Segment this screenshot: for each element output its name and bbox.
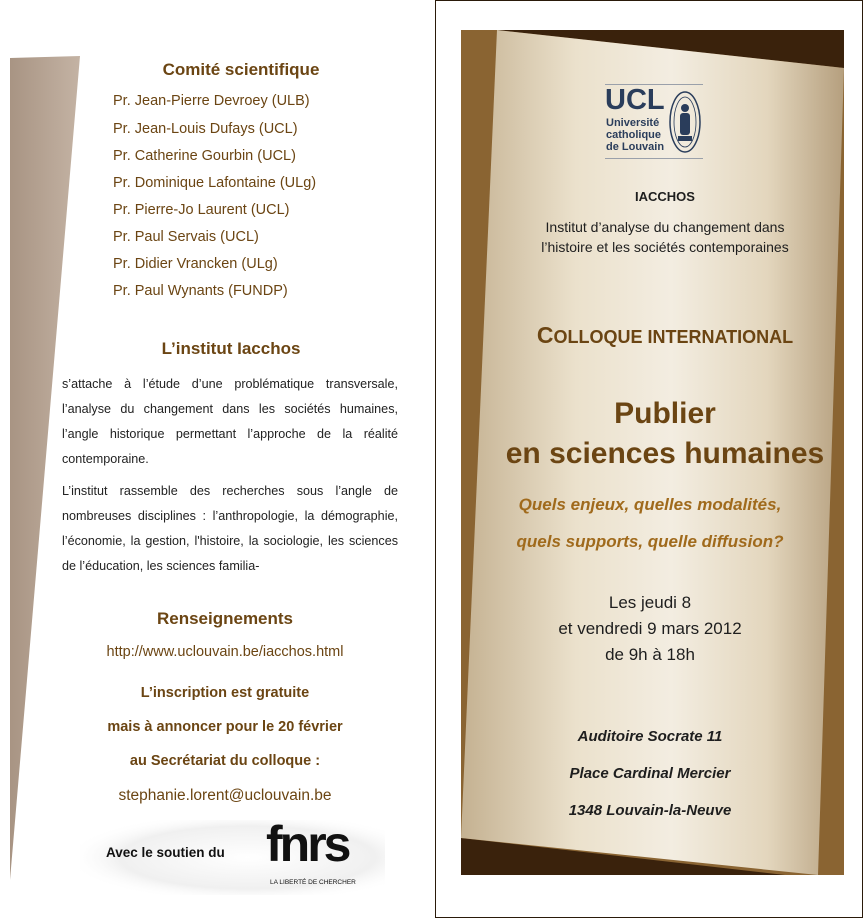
registration-line-1: L’inscription est gratuite: [140, 685, 310, 701]
date-line: Les jeudi 8: [608, 593, 692, 612]
subtitle-line: quels supports, quelle diffusion?: [516, 532, 784, 551]
info-url[interactable]: http://www.uclouvain.be/iacchos.html: [106, 644, 344, 660]
registration-line-3: au Secrétariat du colloque :: [129, 753, 321, 769]
list-item: Pr. Pierre-Jo Laurent (UCL): [113, 202, 290, 218]
list-item: Pr. Paul Servais (UCL): [113, 229, 259, 245]
venue-line: Place Cardinal Mercier: [569, 765, 731, 782]
list-item: Pr. Paul Wynants (FUNDP): [113, 283, 288, 299]
colloque-initial: C: [536, 322, 554, 348]
colloque-heading: [500, 322, 830, 349]
info-title: Renseignements: [156, 609, 294, 628]
event-venue: [500, 718, 800, 829]
title-line: Publier: [614, 397, 716, 430]
org-line: l’histoire et les sociétés contemporaines: [541, 239, 789, 255]
list-item: Pr. Didier Vrancken (ULg): [113, 256, 278, 272]
committee-list: [113, 92, 316, 309]
ucl-logo-text: UCL: [605, 84, 665, 116]
ucl-logo-subtitle: [606, 117, 664, 153]
subtitle-line: Quels enjeux, quelles modalités,: [518, 495, 782, 514]
org-line: Institut d’analyse du changement dans: [545, 219, 785, 235]
institute-title: L’institut Iacchos: [161, 339, 301, 358]
committee-title: Comité scientifique: [162, 60, 320, 79]
org-fullname: [500, 217, 830, 257]
main-title: [480, 394, 850, 474]
registration-line-2: mais à annoncer pour le 20 février: [107, 719, 343, 735]
venue-line: 1348 Louvain-la-Neuve: [568, 802, 732, 819]
subtitle: [480, 486, 820, 560]
logo-rule-bottom: [605, 158, 703, 159]
colloque-rest: OLLOQUE INTERNATIONAL: [553, 327, 794, 347]
venue-line: Auditoire Socrate 11: [577, 728, 723, 745]
list-item: Pr. Catherine Gourbin (UCL): [113, 148, 296, 164]
ucl-sub-line: de Louvain: [606, 141, 665, 153]
ucl-sub-line: Université: [606, 117, 660, 129]
list-item: Pr. Jean-Pierre Devroey (ULB): [113, 93, 310, 109]
date-line: et vendredi 9 mars 2012: [558, 619, 742, 638]
title-line: en sciences humaines: [505, 437, 825, 470]
ucl-seal-icon: [667, 86, 703, 156]
ucl-sub-line: catholique: [606, 129, 662, 141]
list-item: Pr. Dominique Lafontaine (ULg): [113, 175, 317, 191]
institute-paragraph-1: s’attache à l’étude d’une problématique transversale, l’analyse du changement dans les sociétés humaines, l’angle historique permettant l’approche de la réalité contemporaine.: [62, 377, 398, 466]
event-dates: [500, 590, 800, 668]
fnrs-tagline: LA LIBERTÉ DE CHERCHER: [270, 879, 356, 886]
support-label: Avec le soutien du: [106, 845, 225, 860]
institute-paragraph-2: L’institut rassemble des recherches sous l’angle de nombreuses disciplines : l’anthropologie, la démographie, l’économie, la gestion, l'histoire, la sociologie, les sciences de l’éducation, les sciences familia-: [62, 484, 398, 573]
fnrs-logo: fnrs: [266, 816, 349, 872]
org-acronym: IACCHOS: [635, 189, 695, 204]
list-item: Pr. Jean-Louis Dufays (UCL): [113, 121, 298, 137]
contact-email[interactable]: stephanie.lorent@uclouvain.be: [118, 787, 332, 804]
date-line: de 9h à 18h: [605, 645, 695, 664]
